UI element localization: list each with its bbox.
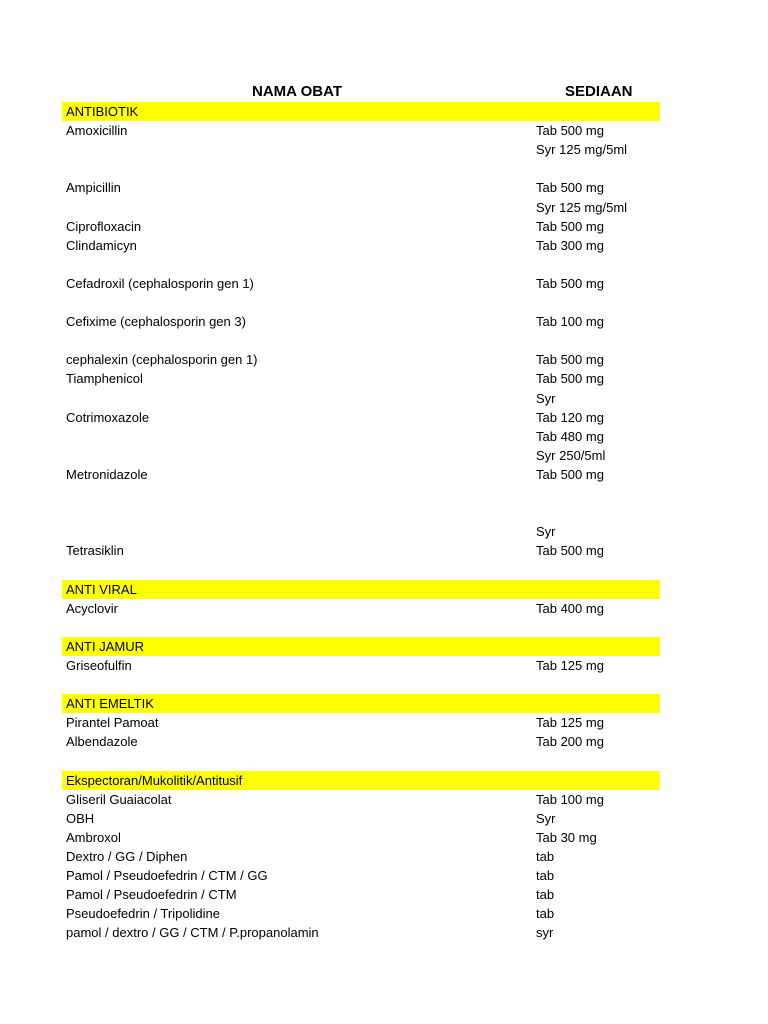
table-row xyxy=(62,847,660,866)
category-row xyxy=(62,771,660,790)
table-row xyxy=(62,732,660,751)
sediaan-cell: Tab 500 mg xyxy=(536,218,604,234)
column-header-nama-obat: NAMA OBAT xyxy=(252,83,342,100)
sediaan-cell: Tab 500 mg xyxy=(536,543,604,559)
drug-name-cell: OBH xyxy=(66,810,95,826)
table-row xyxy=(62,828,660,847)
table-row xyxy=(62,331,660,350)
sediaan-cell: Tab 500 mg xyxy=(536,352,604,368)
table-row xyxy=(62,178,660,197)
table-row xyxy=(62,618,660,637)
table-row xyxy=(62,408,660,427)
table-row xyxy=(62,465,660,484)
table-row xyxy=(62,255,660,274)
table-row xyxy=(62,274,660,293)
table-row xyxy=(62,236,660,255)
sediaan-cell: Syr 125 mg/5ml xyxy=(536,142,628,158)
category-label: ANTI JAMUR xyxy=(66,638,144,654)
table-row xyxy=(62,923,660,942)
category-label: ANTI EMELTIK xyxy=(66,696,154,712)
table-row xyxy=(62,541,660,560)
sediaan-cell: Syr xyxy=(536,810,556,826)
table-row xyxy=(62,809,660,828)
table-row xyxy=(62,159,660,178)
table-row xyxy=(62,675,660,694)
sediaan-cell: Tab 500 mg xyxy=(536,371,604,387)
sediaan-cell: Tab 120 mg xyxy=(536,409,604,425)
sediaan-cell: tab xyxy=(536,887,555,903)
table-row xyxy=(62,904,660,923)
drug-name-cell: Pseudoefedrin / Tripolidine xyxy=(66,906,220,922)
table-row xyxy=(62,293,660,312)
table-row xyxy=(62,312,660,331)
sediaan-cell: Tab 500 mg xyxy=(536,180,604,196)
table-row xyxy=(62,503,660,522)
drug-name-cell: Cefadroxil (cephalosporin gen 1) xyxy=(66,275,254,291)
drug-name-cell: Metronidazole xyxy=(66,466,148,482)
sediaan-cell: tab xyxy=(536,868,555,883)
table-row xyxy=(62,866,660,885)
category-label: ANTI VIRAL xyxy=(66,581,137,597)
table-row xyxy=(62,713,660,732)
table-row xyxy=(62,198,660,217)
drug-name-cell: Cefixime (cephalosporin gen 3) xyxy=(66,314,246,330)
category-row xyxy=(62,694,660,713)
drug-name-cell: Tetrasiklin xyxy=(66,543,124,559)
table-row xyxy=(62,350,660,369)
sediaan-cell: Syr 250/5ml xyxy=(536,447,606,463)
sediaan-cell: Tab 500 mg xyxy=(536,123,604,139)
sediaan-cell: Tab 500 mg xyxy=(536,275,604,291)
drug-name-cell: cephalexin (cephalosporin gen 1) xyxy=(66,352,258,368)
table-row xyxy=(62,369,660,388)
sediaan-cell: tab xyxy=(536,906,555,922)
drug-name-cell: Ampicillin xyxy=(66,180,121,196)
drug-name-cell: Pamol / Pseudoefedrin / CTM / GG xyxy=(66,868,268,883)
drug-name-cell: Cotrimoxazole xyxy=(66,409,150,425)
category-label: ANTIBIOTIK xyxy=(66,104,139,119)
column-header-sediaan: SEDIAAN xyxy=(565,83,633,100)
sediaan-cell: Tab 125 mg xyxy=(536,657,604,673)
sediaan-cell: Tab 100 mg xyxy=(536,791,604,807)
sediaan-cell: Tab 300 mg xyxy=(536,237,604,253)
table-row xyxy=(62,217,660,236)
drug-name-cell: Ciprofloxacin xyxy=(66,218,142,234)
sediaan-cell: Tab 200 mg xyxy=(536,734,604,750)
table-row xyxy=(62,389,660,408)
drug-name-cell: Albendazole xyxy=(66,734,138,750)
drug-name-cell: Pamol / Pseudoefedrin / CTM xyxy=(66,887,237,903)
sediaan-cell: syr xyxy=(536,925,554,941)
category-row xyxy=(62,580,660,599)
table-row xyxy=(62,446,660,465)
sediaan-cell: Tab 100 mg xyxy=(536,314,604,330)
table-row xyxy=(62,790,660,809)
drug-name-cell: pamol / dextro / GG / CTM / P.propanolamin xyxy=(66,925,319,941)
drug-name-cell: Gliseril Guaiacolat xyxy=(66,791,172,807)
sediaan-cell: Tab 480 mg xyxy=(536,428,604,444)
drug-name-cell: Tiamphenicol xyxy=(66,371,143,387)
category-label: Ekspectoran/Mukolitik/Antitusif xyxy=(66,772,243,788)
category-row xyxy=(62,102,660,121)
sediaan-cell: tab xyxy=(536,848,555,864)
sediaan-cell: Tab 125 mg xyxy=(536,715,604,731)
sediaan-cell: Tab 400 mg xyxy=(536,600,604,616)
table-row xyxy=(62,121,660,140)
sediaan-cell: Tab 500 mg xyxy=(536,466,604,482)
table-row xyxy=(62,656,660,675)
table-row xyxy=(62,751,660,770)
drug-name-cell: Amoxicillin xyxy=(66,123,128,139)
table-row xyxy=(62,427,660,446)
sediaan-cell: Syr xyxy=(536,390,556,406)
drug-name-cell: Dextro / GG / Diphen xyxy=(66,848,188,864)
drug-name-cell: Acyclovir xyxy=(66,600,119,616)
drug-name-cell: Pirantel Pamoat xyxy=(66,715,159,731)
table-row xyxy=(62,484,660,503)
drug-name-cell: Ambroxol xyxy=(66,829,121,845)
table-row xyxy=(62,560,660,579)
drug-name-cell: Griseofulfin xyxy=(66,657,132,673)
table-row xyxy=(62,885,660,904)
drug-name-cell: Clindamicyn xyxy=(66,237,137,253)
sediaan-cell: Tab 30 mg xyxy=(536,829,597,845)
category-row xyxy=(62,637,660,656)
table-row xyxy=(62,140,660,159)
table-row xyxy=(62,599,660,618)
sediaan-cell: Syr 125 mg/5ml xyxy=(536,199,628,215)
sediaan-cell: Syr xyxy=(536,524,556,540)
table-row xyxy=(62,522,660,541)
